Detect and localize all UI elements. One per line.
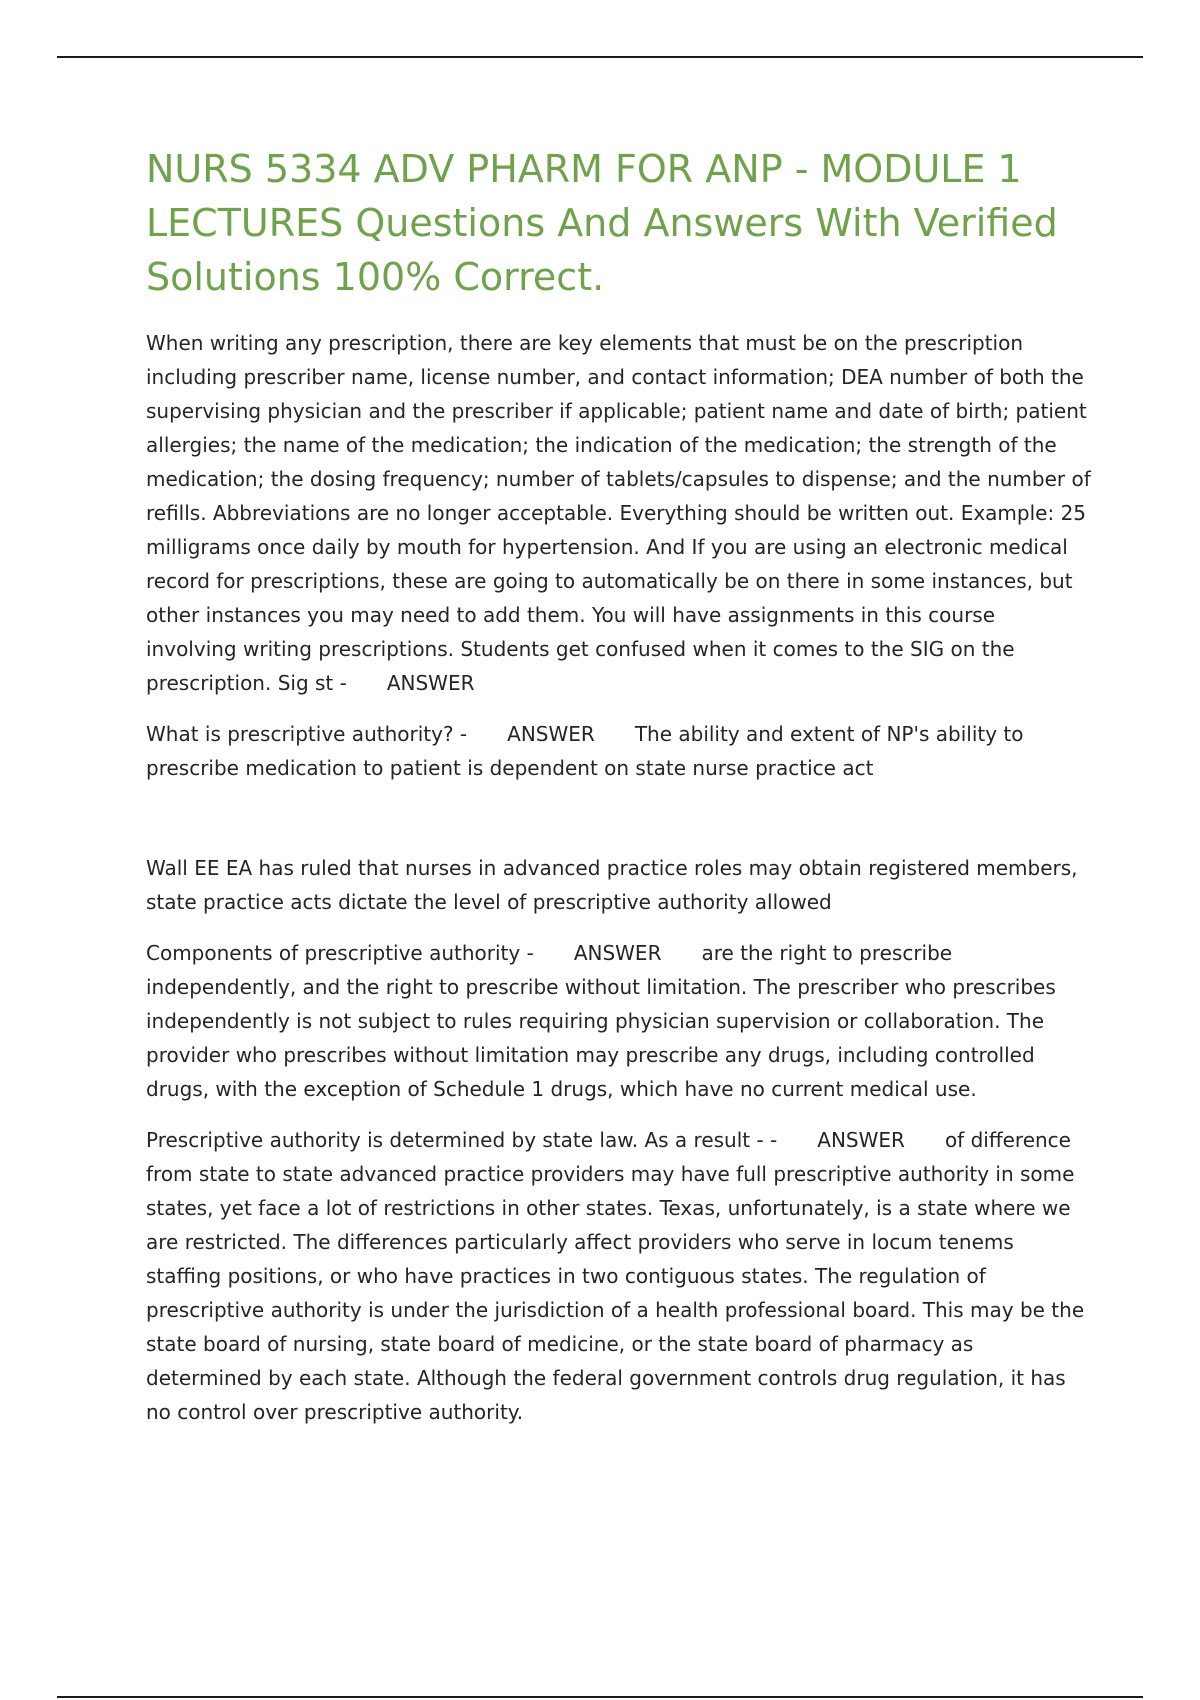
entry-5-answer-label: ANSWER (817, 1128, 905, 1152)
entry-3-text: Wall EE EA has ruled that nurses in advanced practice roles may obtain registered members, state practice acts dictate the level of prescriptive authority allowed (146, 856, 1078, 914)
entry-2-prompt: What is prescriptive authority? - (146, 722, 468, 746)
entry-4-prompt: Components of prescriptive authority - (146, 941, 534, 965)
entry-2-answer: The ability and extent of NP's ability to prescribe medication to patient is dependent on state nurse practice act (146, 722, 1024, 780)
document-title: NURS 5334 ADV PHARM FOR ANP - MODULE 1 LECTURES Questions And Answers With Verified Solutions 100% Correct. (146, 147, 1058, 299)
entry-4-answer: are the right to prescribe independently, and the right to prescribe without limitation. The prescriber who prescribes independently is not subject to rules requiring physician supervision or collaboration. The provider who prescribes without limitation may prescribe any drugs, including controlled drugs, with the exception of Schedule 1 drugs, which have no current medical use. (146, 941, 1056, 1101)
footer-rule (57, 1696, 1143, 1698)
entry-4-answer-label: ANSWER (573, 941, 662, 965)
entry-5-prompt: Prescriptive authority is determined by state law. As a result - - (146, 1128, 778, 1152)
entry-2-answer-label: ANSWER (507, 722, 595, 746)
document-body (146, 142, 1091, 1446)
entry-5-answer: of difference from state to state advanced practice providers may have full prescriptive authority in some states, yet face a lot of restrictions in other states. Texas, unfortunately, is a state where we are restricted. The differences particularly affect providers who serve in locum tenems staffing positions, or who have practices in two contiguous states. The regulation of prescriptive authority is under the jurisdiction of a health professional board. This may be the state board of nursing, state board of medicine, or the state board of pharmacy as determined by each state. Although the federal government controls drug regulation, it has no control over prescriptive authority. (146, 1128, 1085, 1424)
qa-entry-5 (146, 1123, 1091, 1429)
qa-entry-3 (146, 851, 1091, 919)
entry-1-answer-label: ANSWER (386, 671, 475, 695)
qa-entry-2 (146, 717, 1091, 785)
header-rule (57, 56, 1143, 58)
entry-1-prompt: When writing any prescription, there are key elements that must be on the prescription including prescriber name, license number, and contact information; DEA number of both the supervising physician and the prescriber if applicable; patient name and date of birth; patient allergies; the name of the medication; the indication of the medication; the strength of the medication; the dosing frequency; number of tablets/capsules to dispense; and the number of refills. Abbreviations are no longer acceptable. Everything should be written out. Example: 25 milligrams once daily by mouth for hypertension. And If you are using an electronic medical record for prescriptions, these are going to automatically be on there in some instances, but other instances you may need to add them. You will have assignments in this course involving writing prescriptions. Students get confused when it comes to the SIG on the prescription. Sig st - (146, 331, 1091, 695)
qa-entry-1 (146, 326, 1091, 700)
qa-entry-4 (146, 936, 1091, 1106)
